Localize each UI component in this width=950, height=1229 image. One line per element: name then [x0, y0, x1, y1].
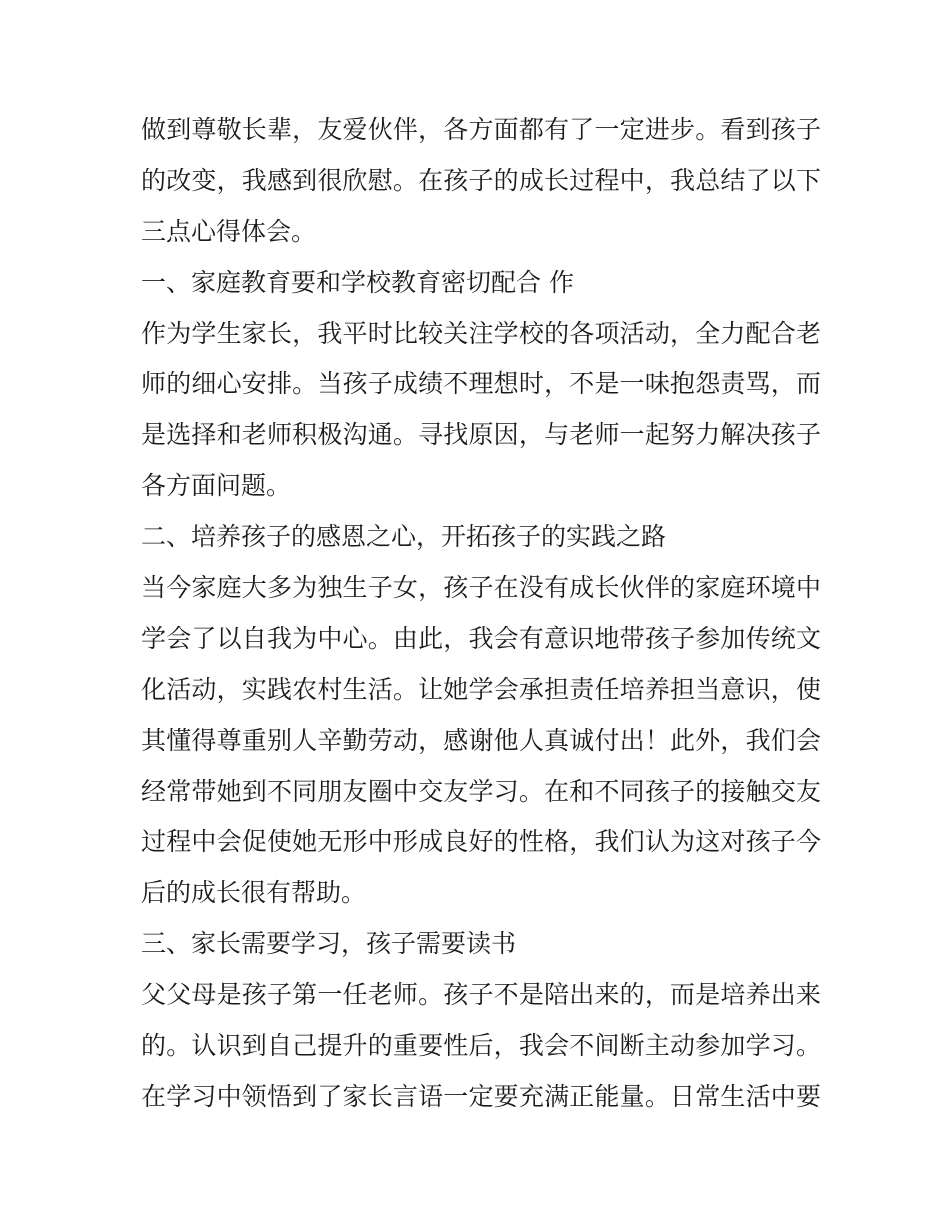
text-line-20: 在学习中领悟到了家长言语一定要充满正能量。日常生活中要: [141, 1081, 821, 1111]
text-line-2: 的改变，我感到很欣慰。在孩子的成长过程中，我总结了以下: [141, 165, 821, 195]
text-line-11: 学会了以自我为中心。由此，我会有意识地带孩子参加传统文: [141, 623, 821, 653]
text-line-15: 过程中会促使她无形中形成良好的性格，我们认为这对孩子今: [141, 827, 821, 857]
text-line-6: 师的细心安排。当孩子成绩不理想时，不是一味抱怨责骂，而: [141, 369, 821, 399]
section-heading-3: 三、家长需要学习，孩子需要读书: [141, 929, 517, 959]
text-line-7: 是选择和老师积极沟通。寻找原因，与老师一起努力解决孩子: [141, 420, 821, 450]
text-line-3: 三点心得体会。: [141, 216, 317, 246]
text-line-18: 父父母是孩子第一任老师。孩子不是陪出来的，而是培养出来: [141, 980, 821, 1010]
text-line-16: 后的成长很有帮助。: [141, 878, 367, 908]
text-line-8: 各方面问题。: [141, 471, 292, 501]
section-heading-1: 一、家庭教育要和学校教育密切配合 作: [141, 267, 574, 297]
text-line-14: 经常带她到不同朋友圈中交友学习。在和不同孩子的接触交友: [141, 776, 821, 806]
text-line-19: 的。认识到自己提升的重要性后，我会不间断主动参加学习。: [141, 1031, 821, 1061]
text-line-5: 作为学生家长，我平时比较关注学校的各项活动，全力配合老: [141, 318, 821, 348]
text-line-12: 化活动，实践农村生活。让她学会承担责任培养担当意识，使: [141, 674, 821, 704]
text-line-13: 其懂得尊重别人辛勤劳动，感谢他人真诚付出！此外，我们会: [141, 725, 821, 755]
text-line-10: 当今家庭大多为独生子女，孩子在没有成长伙伴的家庭环境中: [141, 573, 821, 603]
document-body: [141, 105, 821, 1123]
section-heading-2: 二、培养孩子的感恩之心，开拓孩子的实践之路: [141, 522, 667, 552]
text-line-1: 做到尊敬长辈，友爱伙伴，各方面都有了一定进步。看到孩子: [141, 115, 821, 144]
